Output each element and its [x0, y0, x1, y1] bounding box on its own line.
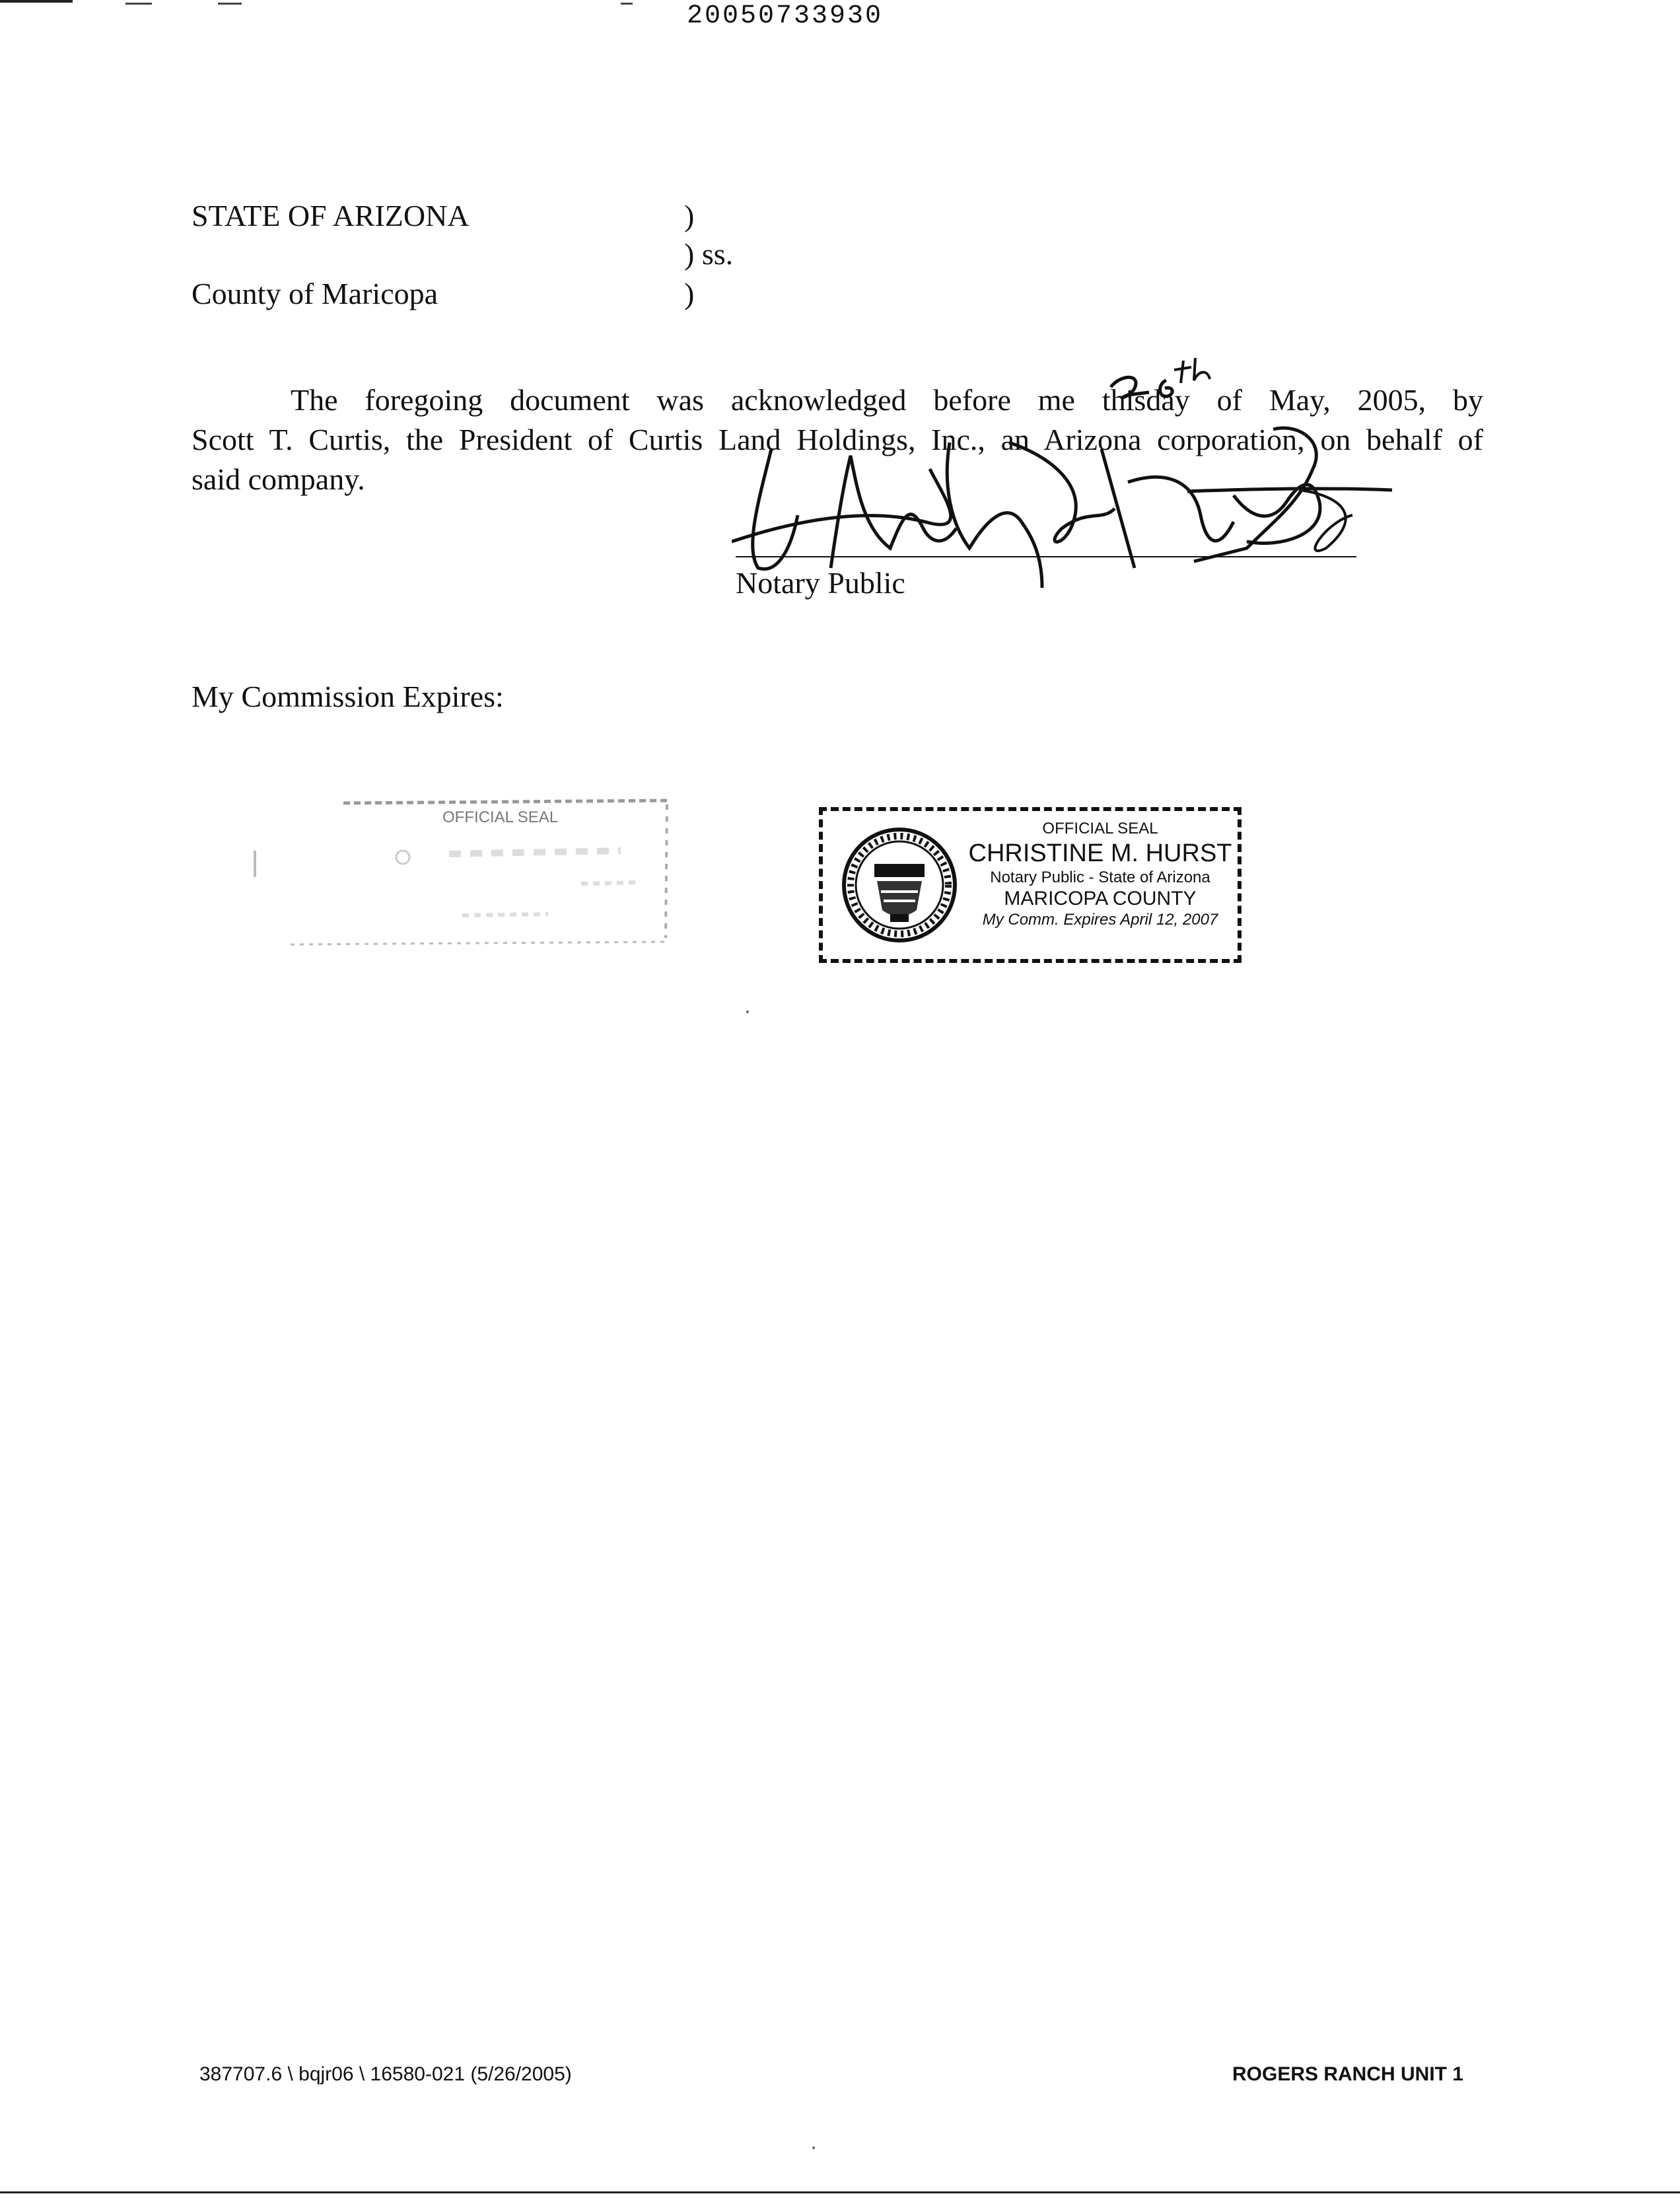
notary-county: MARICOPA COUNTY [1004, 888, 1197, 909]
scan-speck [746, 1010, 749, 1013]
scan-edge-mark [0, 0, 73, 3]
venue-bracket: ) [684, 277, 695, 310]
seal-title: OFFICIAL SEAL [1042, 820, 1158, 837]
county-label: County of Maricopa [192, 277, 438, 310]
venue-bracket: ) [684, 199, 695, 232]
recording-number: 20050733930 [687, 1, 884, 31]
acknowledgment-text: The foregoing document was acknowledged before me this [291, 383, 1146, 417]
notary-jurisdiction: Notary Public - State of Arizona [990, 869, 1210, 886]
scan-speck [812, 2146, 815, 2149]
scan-edge-mark [218, 3, 242, 5]
notary-signature [732, 350, 1405, 601]
acknowledgment-line-3: said company. [192, 462, 365, 496]
document-reference: 387707.6 \ bqjr06 \ 16580-021 (5/26/2005) [199, 2063, 572, 2085]
commission-expires-label: My Commission Expires: [192, 680, 504, 713]
notary-name: CHRISTINE M. HURST [968, 839, 1232, 867]
acknowledgment-text: day of May, 2005, by [1146, 383, 1483, 417]
seal-text-block [962, 819, 1239, 930]
scan-edge-mark [621, 3, 633, 5]
venue-ss: ) ss. [684, 237, 734, 271]
notary-seal-stamp [819, 807, 1242, 963]
signature-line [736, 556, 1356, 557]
notary-public-label: Notary Public [736, 566, 905, 600]
faded-seal-title: OFFICIAL SEAL [442, 808, 559, 826]
acknowledgment-line-2: Scott T. Curtis, the President of Curtis Land Holdings, Inc., an Arizona corporation, on behalf of [192, 423, 1483, 456]
scan-edge-mark [0, 2191, 1680, 2193]
commission-expiration: My Comm. Expires April 12, 2007 [982, 911, 1218, 929]
scan-edge-mark [125, 3, 152, 5]
arizona-state-seal-icon [840, 826, 959, 944]
project-name: ROGERS RANCH UNIT 1 [1232, 2063, 1464, 2085]
faded-seal-impression [251, 791, 674, 956]
state-label: STATE OF ARIZONA [192, 199, 470, 232]
